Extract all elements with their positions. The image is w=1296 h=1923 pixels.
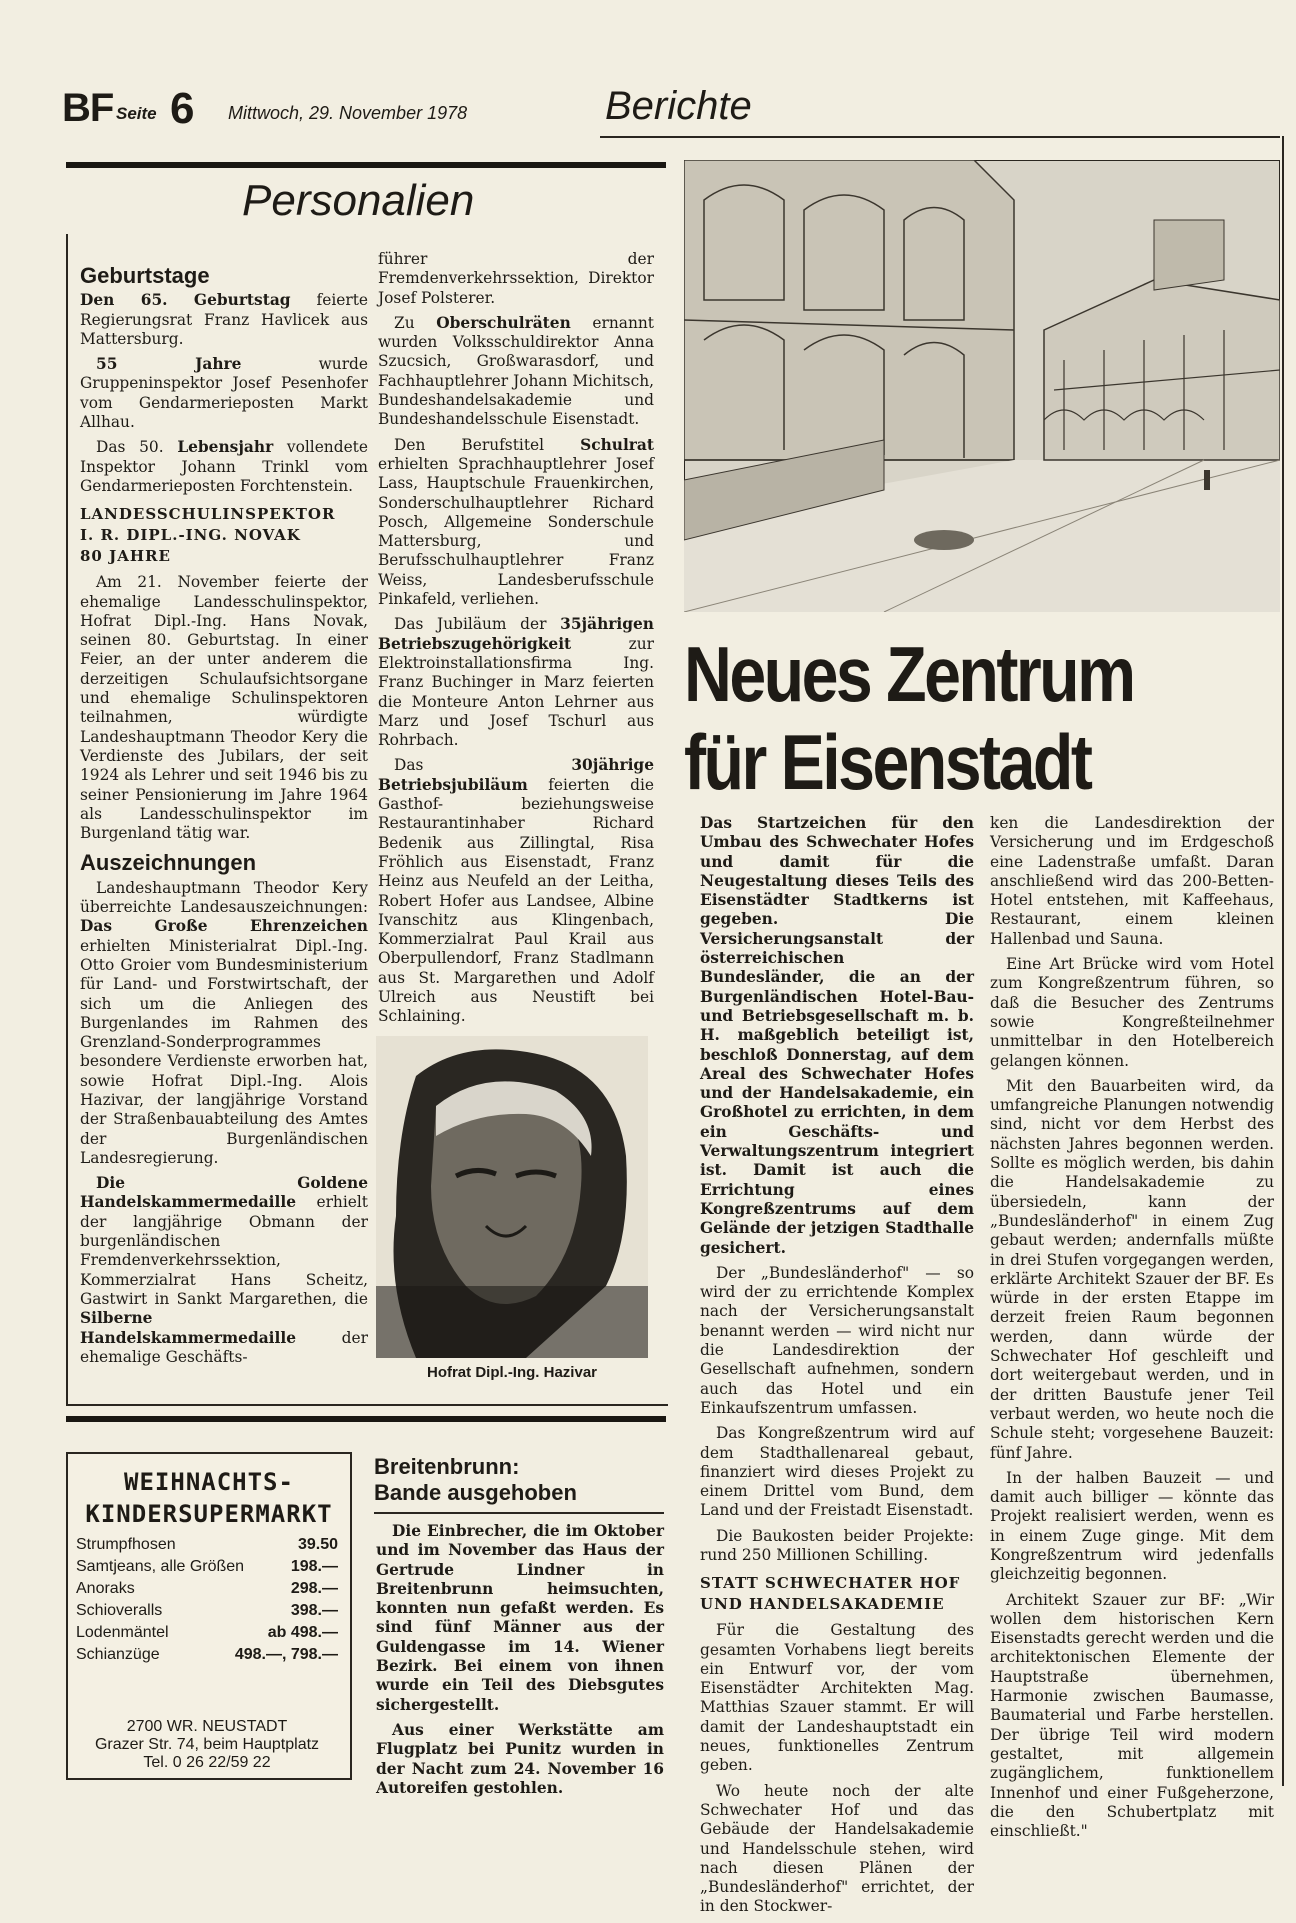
zentrum-column-2	[990, 814, 1274, 1847]
page-edge-line	[1282, 136, 1284, 1786]
ad-item: Schioveralls 398.—	[76, 1602, 338, 1619]
newspaper-logo: BF	[62, 86, 114, 130]
ad-address: 2700 WR. NEUSTADT Grazer Str. 74, beim Hauptplatz Tel. 0 26 22/59 22	[94, 1718, 320, 1771]
main-headline: Neues Zentrum für Eisenstadt	[684, 630, 1134, 806]
personalien-column-2	[378, 250, 654, 1033]
paragraph: Das 30jährige Betriebsjubiläum feierten die Gasthof- beziehungsweise Restaurantinhaber Richard Bedenik aus Zillingtal, Risa Fröhlich aus Eisenstadt, Franz Heinz aus Neufeld an der Leitha, Robert Hofer aus Landsee, Albine Ivanschitz aus Klingenbach, Kommerzialrat Paul Krail aus Oberpullendorf, Franz Stadlmann aus St. Margarethen und Adolf Ulreich aus Neustift bei Schlaining.	[378, 756, 654, 1026]
ad-item: Schianzüge 498.—, 798.—	[76, 1646, 338, 1663]
column-rule-top	[66, 162, 666, 168]
paragraph: Landeshauptmann Theodor Kery überreichte Landesauszeichnungen: Das Große Ehrenzeichen erhielten Ministerialrat Dipl.-Ing. Otto Groier vom Bundesministerium für Land- und Forstwirtschaft, der sich um die Anliegen des Burgenlandes im Rahmen des Grenzland-Sonderprogrammes besondere Verdienste erworben hat, sowie Hofrat Dipl.-Ing. Alois Hazivar, der langjährige Vorstand der Straßenbauabteilung des Amtes der Burgenländischen Landesregierung.	[80, 878, 368, 1167]
paragraph: Das 50. Lebensjahr vollendete Inspektor Johann Trinkl vom Gendarmerieposten Forchtenstein.	[80, 438, 368, 495]
novak-heading: LANDESSCHULINSPEKTOR I. R. DIPL.-ING. NOVAK 80 JAHRE	[80, 505, 336, 566]
architecture-sketch	[684, 160, 1280, 612]
photo-caption: Hofrat Dipl.-Ing. Hazivar	[426, 1364, 598, 1381]
paragraph: Mit den Bauarbeiten wird, da umfangreiche Planungen notwendig sind, nicht vor dem Herbst des nächsten Jahres begonnen werden. Sollte es möglich werden, bis dahin die Handelsakademie zu übersiedeln, kann der „Bundesländerhof" in einem Zug gebaut werden; andernfalls müßte in drei Stufen vorgegangen werden, erklärte Architekt Szauer der BF. Es würde in der ersten Etappe im derzeit freien Raum begonnen werden, dann würde der Schwechater Hof geschleift und dort weitergebaut werden, und in der dritten Baustufe jener Teil verbaut werden, wo heute noch die Schule steht; vorgesehene Bauzeit: fünf Jahre.	[990, 1076, 1274, 1462]
page-number: 6	[170, 84, 195, 133]
ad-item: Anoraks 298.—	[76, 1580, 338, 1597]
paragraph: Den 65. Geburtstag feierte Regierungsrat Franz Havlicek aus Mattersburg.	[80, 291, 368, 348]
paragraph: In der halben Bauzeit — und damit auch billiger — könnte das Projekt realisiert werden, wenn es in einem Zuge ginge. Mit dem Kongreßzentrum wird jedenfalls gleichzeitig begonnen.	[990, 1468, 1274, 1584]
lead-paragraph: Das Startzeichen für den Umbau des Schwechater Hofes und damit für die Neugestaltung dieses Teils des Eisenstädter Stadtkerns ist gegeben. Die Versicherungsanstalt der österreichischen Bundesländer, die an der Burgenländischen Hotel-Bau- und Betriebsgesellschaft m. b. H. maßgeblich beteiligt ist, beschloß Donnerstag, auf dem Areal des Schwechater Hofes und der Handelsakademie, ein Großhotel zu errichten, in dem ein Geschäfts- und Verwaltungszentrum integriert ist. Damit ist auch die Errichtung eines Kongreßzentrums auf dem Gelände der jetzigen Stadthalle gesichert.	[700, 814, 974, 1257]
paragraph: ken die Landesdirektion der Versicherung und im Erdgeschoß eine Ladenstraße umfaßt. Daran anschließend wird das 200-Betten-Hotel entstehen, mit Kaffeehaus, Restaurant, einem kleinen Hallenbad und Sauna.	[990, 814, 1274, 948]
paragraph: Der „Bundesländerhof" — so wird der zu errichtende Komplex nach der Versicherungsanstalt benannt werden — wird nicht nur die Landesdirektion der Gesellschaft aufnehmen, sondern auch das Hotel und ein Einkaufszentrum umfassen.	[700, 1263, 974, 1417]
paragraph: Den Berufstitel Schulrat erhielten Sprachhauptlehrer Josef Lass, Hauptschule Frauenkirchen, Sonderschulhauptlehrer Richard Posch, Allgemeine Sonderschule Mattersburg, und Berufsschulhauptlehrer Franz Weiss, Landesberufsschule Pinkafeld, verliehen.	[378, 435, 654, 609]
paragraph: Zu Oberschulräten ernannt wurden Volksschuldirektor Anna Szucsich, Großwarasdorf, und Fachhauptlehrer Johann Michitsch, Bundeshandelsakademie und Bundeshandelsschule Eisenstadt.	[378, 313, 654, 429]
geburtstage-heading: Geburtstage	[80, 263, 210, 288]
paragraph: Am 21. November feierte der ehemalige Landesschulinspektor, Hofrat Dipl.-Ing. Hans Novak, seinen 80. Geburtstag. In einer Feier, an der unter anderem die derzeitigen Schulaufsichtsorgane und ehemalige Schulinspektoren teilnahmen, würdigte Landeshauptmann Theodor Kery die Verdienste des Jubilars, der seit 1924 als Lehrer und seit 1946 bis zu seiner Pensionierung im Jahre 1964 als Landesschulinspektor im Burgenland tätig war.	[80, 573, 368, 843]
ad-item: Samtjeans, alle Größen 198.—	[76, 1558, 338, 1575]
headline-rule	[374, 1512, 664, 1514]
paragraph: 55 Jahre wurde Gruppeninspektor Josef Pesenhofer vom Gendarmerieposten Markt Allhau.	[80, 355, 369, 432]
paragraph: Aus einer Werkstätte am Flugplatz bei Punitz wurden in der Nacht zum 24. November 16 Autoreifen gestohlen.	[376, 1720, 664, 1797]
ad-item: Lodenmäntel ab 498.—	[76, 1624, 338, 1641]
paragraph: Die Einbrecher, die im Oktober und im November das Haus der Gertrude Lindner in Breitenbrunn heimsuchten, konnten nun gefaßt werden. Es sind fünf Männer aus der Guldengasse im 14. Wiener Bezirk. Bei einem von ihnen wurde ein Teil des Diebsgutes sichergestellt.	[376, 1522, 664, 1714]
paragraph: Wo heute noch der alte Schwechater Hof und das Gebäude der Handelsakademie und Handelsschule stehen, wird nach diesen Plänen der „Bundesländerhof" errichtet, der in den Stockwer-	[700, 1781, 974, 1916]
ad-item: Strumpfhosen 39.50	[76, 1536, 338, 1553]
masthead-rule	[600, 136, 1280, 138]
personalien-heading: Personalien	[242, 176, 475, 225]
zentrum-subheading: STATT SCHWECHATER HOF UND HANDELSAKADEMIE	[700, 1574, 961, 1614]
page-label: Seite	[116, 104, 157, 123]
column-rule-bottom	[66, 1416, 666, 1422]
breitenbrunn-body	[376, 1522, 664, 1804]
paragraph: Die Baukosten beider Projekte: rund 250 Millionen Schilling.	[700, 1526, 974, 1564]
paragraph: Das Kongreßzentrum wird auf dem Stadthallenareal gebaut, finanziert wird dieses Projekt zu einem Drittel vom Bund, dem Land und der Freistadt Eisenstadt.	[700, 1424, 974, 1520]
section-title: Berichte	[605, 84, 752, 128]
paragraph: Für die Gestaltung des gesamten Vorhabens liegt bereits ein Entwurf vor, der vom Eisenstädter Architekten Mag. Matthias Szauer stammt. Er will damit der Landeshauptstadt ein neues, funktionelles Zentrum geben.	[700, 1621, 974, 1775]
paragraph: Architekt Szauer zur BF: „Wir wollen dem historischen Kern Eisenstadts gerecht werden und die architektonischen Elemente der Hauptstraße übernehmen, Harmonie zwischen Baumasse, Baumaterial und Farbe herstellen. Der übrige Teil wird modern gestaltet, mit allgemein zugänglichem, funktionellem Innenhof und einer Fußgeherzone, die den Schubertplatz mit einschließt."	[990, 1590, 1274, 1841]
personalien-column-1	[80, 256, 368, 1373]
issue-date: Mittwoch, 29. November 1978	[228, 103, 468, 123]
paragraph: Das Jubiläum der 35jährigen Betriebszugehörigkeit zur Elektroinstallationsfirma Ing. Franz Buchinger in Marz feierten die Monteure Anton Lehrner aus Marz und Josef Tschurl aus Rohrbach.	[378, 615, 654, 750]
zentrum-column-1	[700, 814, 974, 1923]
ad-title: WEIHNACHTS- KINDERSUPERMARKT	[85, 1468, 333, 1528]
portrait-photo	[376, 1036, 648, 1358]
paragraph: führer der Fremdenverkehrssektion, Direktor Josef Polsterer.	[378, 250, 654, 307]
paragraph: Die Goldene Handelskammermedaille erhielt der langjährige Obmann der burgenländischen Fremdenverkehrssektion, Kommerzialrat Hans Scheitz, Gastwirt in Sankt Margarethen, die Silberne Handelskammermedaille der ehemalige Geschäfts-	[80, 1174, 368, 1366]
paragraph: Eine Art Brücke wird vom Hotel zum Kongreßzentrum führen, so daß die Besucher des Zentrums sowie Kongreßteilnehmer unmittelbar in den Hotelbereich gelangen können.	[990, 955, 1274, 1070]
breitenbrunn-headline: Breitenbrunn: Bande ausgehoben	[374, 1454, 577, 1505]
auszeichnungen-heading: Auszeichnungen	[80, 850, 257, 876]
